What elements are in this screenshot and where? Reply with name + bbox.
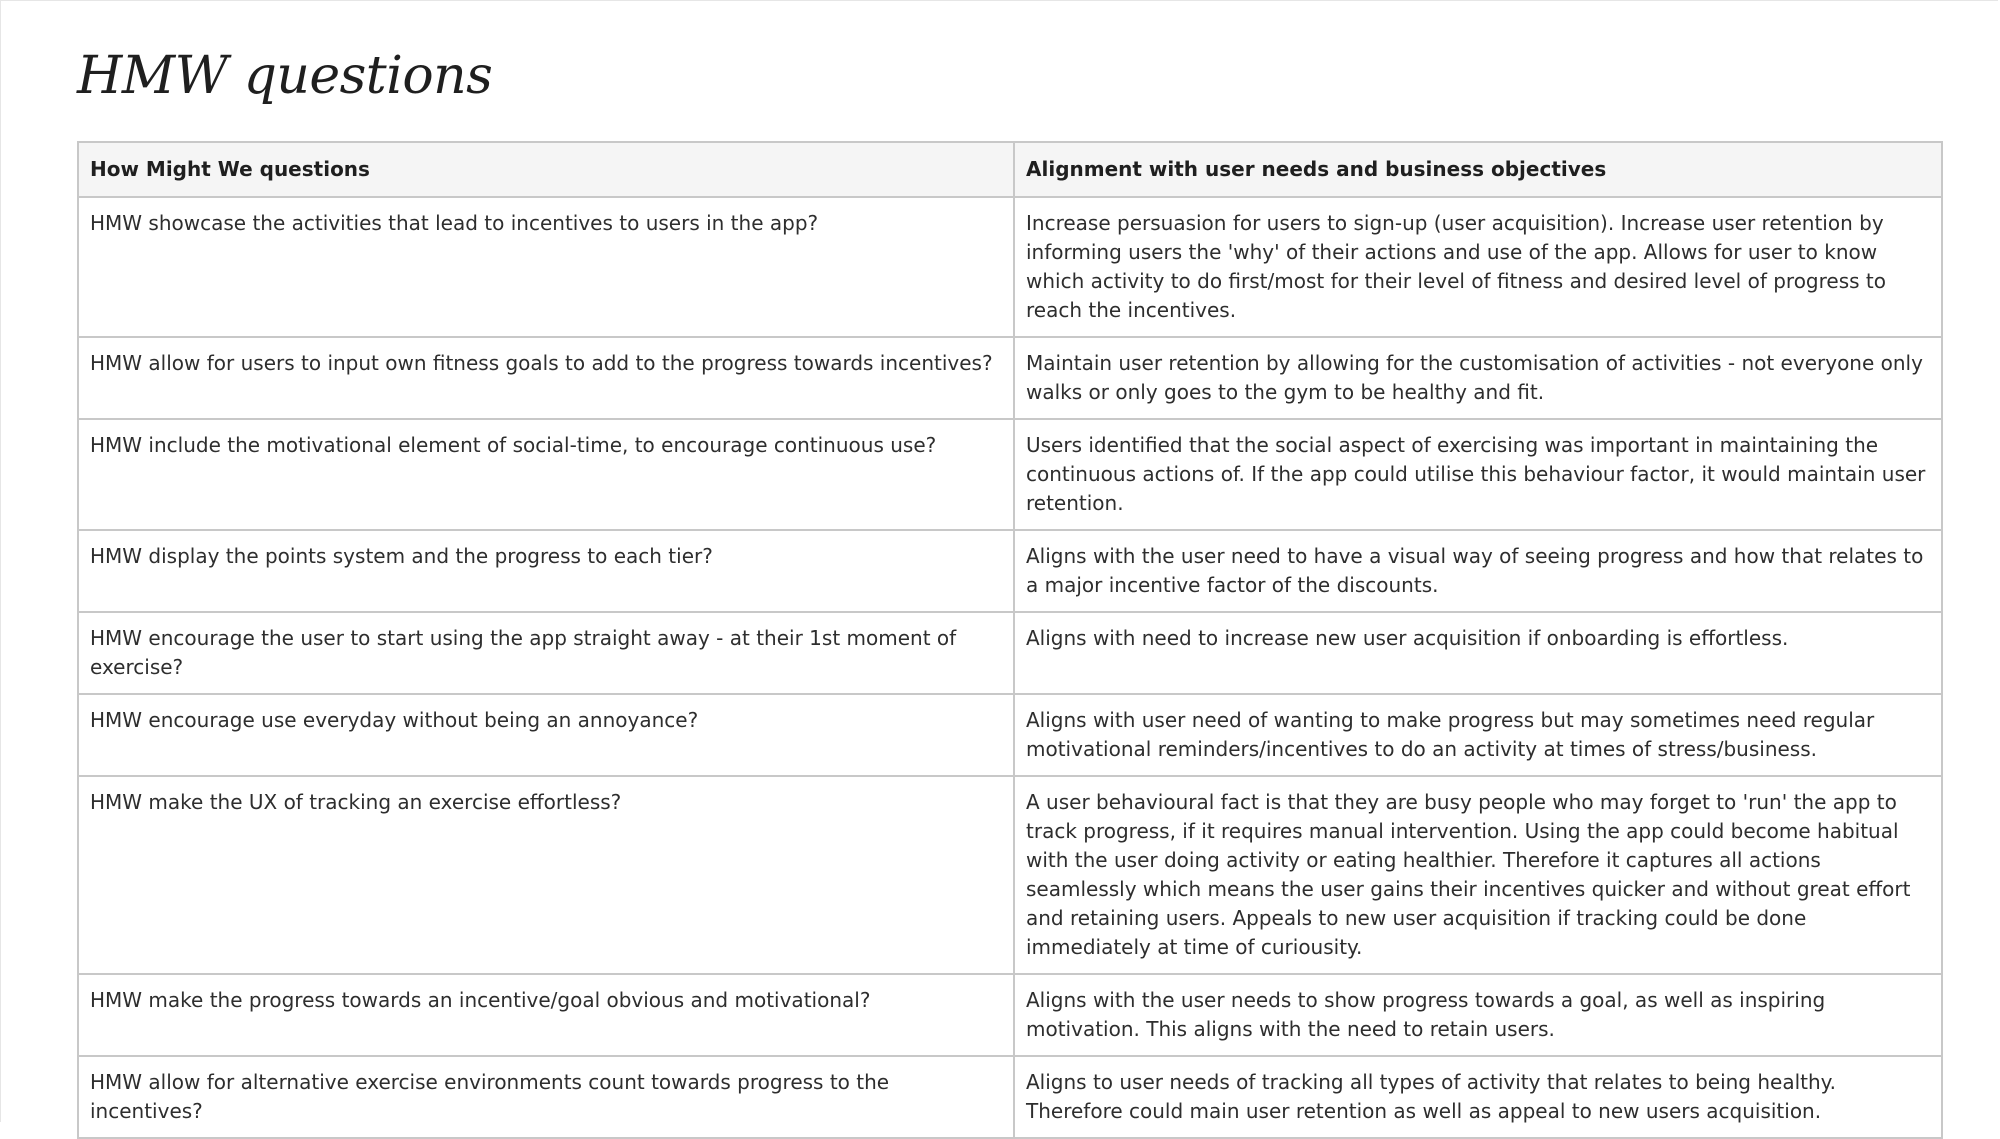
alignment-cell: Aligns with user need of wanting to make progress but may sometimes need regular motivational reminders/incentives to do an activity at times of stress/business. — [1014, 694, 1942, 776]
table-row — [78, 694, 1942, 776]
question-cell: HMW include the motivational element of social-time, to encourage continuous use? — [78, 419, 1014, 530]
question-cell: HMW showcase the activities that lead to incentives to users in the app? — [78, 197, 1014, 337]
table-row — [78, 1056, 1942, 1138]
alignment-cell: Users identified that the social aspect of exercising was important in maintaining the continuous actions of. If the app could utilise this behaviour factor, it would maintain user retention. — [1014, 419, 1942, 530]
table-row — [78, 776, 1942, 974]
question-cell: HMW display the points system and the progress to each tier? — [78, 530, 1014, 612]
table-row — [78, 530, 1942, 612]
alignment-cell: Aligns with the user needs to show progress towards a goal, as well as inspiring motivation. This aligns with the need to retain users. — [1014, 974, 1942, 1056]
table-header-row — [78, 142, 1942, 197]
alignment-cell: Maintain user retention by allowing for the customisation of activities - not everyone only walks or only goes to the gym to be healthy and fit. — [1014, 337, 1942, 419]
hmw-table — [77, 141, 1943, 1139]
table-row — [78, 974, 1942, 1056]
table-row — [78, 337, 1942, 419]
question-cell: HMW make the UX of tracking an exercise effortless? — [78, 776, 1014, 974]
question-cell: HMW encourage use everyday without being an annoyance? — [78, 694, 1014, 776]
header-alignment: Alignment with user needs and business objectives — [1014, 142, 1942, 197]
header-questions: How Might We questions — [78, 142, 1014, 197]
alignment-cell: Aligns with need to increase new user acquisition if onboarding is effortless. — [1014, 612, 1942, 694]
question-cell: HMW allow for users to input own fitness goals to add to the progress towards incentives? — [78, 337, 1014, 419]
table-row — [78, 419, 1942, 530]
alignment-cell: Increase persuasion for users to sign-up (user acquisition). Increase user retention by informing users the 'why' of their actions and use of the app. Allows for user to know which activity to do first/most for their level of fitness and desired level of progress to reach the incentives. — [1014, 197, 1942, 337]
alignment-cell: Aligns to user needs of tracking all types of activity that relates to being healthy. Therefore could main user retention as well as appeal to new users acquisition. — [1014, 1056, 1942, 1138]
table-row — [78, 612, 1942, 694]
question-cell: HMW encourage the user to start using the app straight away - at their 1st moment of exercise? — [78, 612, 1014, 694]
alignment-cell: Aligns with the user need to have a visual way of seeing progress and how that relates to a major incentive factor of the discounts. — [1014, 530, 1942, 612]
table-row — [78, 197, 1942, 337]
table-header — [78, 142, 1942, 197]
page-title: HMW questions — [77, 46, 493, 106]
question-cell: HMW allow for alternative exercise environments count towards progress to the incentives? — [78, 1056, 1014, 1138]
question-cell: HMW make the progress towards an incentive/goal obvious and motivational? — [78, 974, 1014, 1056]
table-body — [78, 197, 1942, 1138]
alignment-cell: A user behavioural fact is that they are busy people who may forget to 'run' the app to track progress, if it requires manual intervention. Using the app could become habitual with the user doing activity or eating healthier. Therefore it captures all actions seamlessly which means the user gains their incentives quicker and without great effort and retaining users. Appeals to new user acquisition if tracking could be done immediately at time of curiousity. — [1014, 776, 1942, 974]
